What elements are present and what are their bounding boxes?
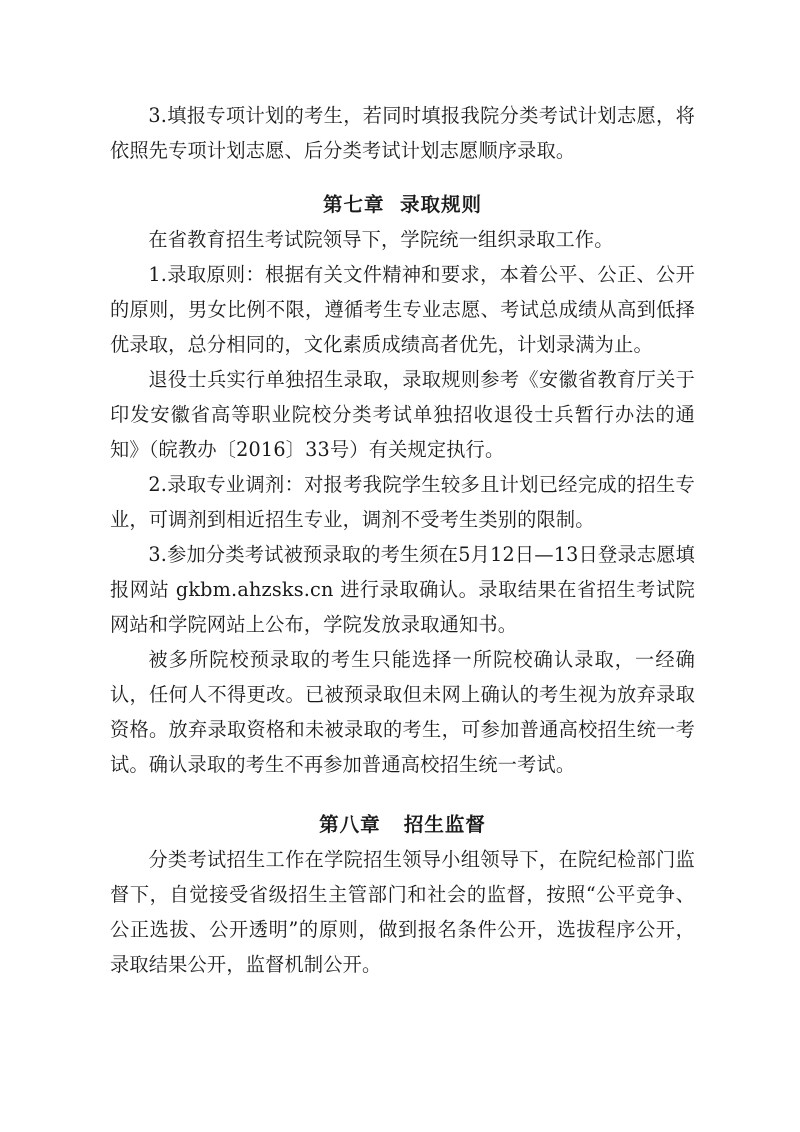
paragraph-admission-confirmation: 3.参加分类考试被预录取的考生须在5月12日—13日登录志愿填报网站 gkbm.ahzsks.cn 进行录取确认。录取结果在省招生考试院网站和学院网站上公布，学院发放录取通知书。: [110, 543, 695, 636]
spacer: [110, 782, 695, 807]
paragraph-admission-intro: 在省教育招生考试院领导下，学院统一组织录取工作。: [148, 228, 614, 251]
paragraph-veterans-admission: 退役士兵实行单独招生录取，录取规则参考《安徽省教育厅关于印发安徽省高等职业院校分类考试单独招收退役士兵暂行办法的通知》（皖教办〔2016〕33号）有关规定执行。: [110, 368, 695, 461]
paragraph-admission-principle: 1.录取原则：根据有关文件精神和要求，本着公平、公正、公开的原则，男女比例不限，遵循考生专业志愿、考试总成绩从高到低择优录取，总分相同的，文化素质成绩高者优先，计划录满为止。: [110, 263, 695, 356]
document-page: [110, 98, 695, 982]
chapter-7-title: 第七章 录取规则: [322, 193, 483, 216]
paragraph-special-plan: 3.填报专项计划的考生，若同时填报我院分类考试计划志愿，将依照先专项计划志愿、后分类考试计划志愿顺序录取。: [110, 104, 695, 162]
paragraph-supervision: 分类考试招生工作在学院招生领导小组领导下，在院纪检部门监督下，自觉接受省级招生主管部门和社会的监督，按照“公平竞争、公正选拔、公开透明”的原则，做到报名条件公开，选拔程序公开，录取结果公开，监督机制公开。: [110, 848, 695, 976]
chapter-8-title: 第八章 招生监督: [319, 813, 486, 836]
paragraph-multiple-offers: 被多所院校预录取的考生只能选择一所院校确认录取，一经确认，任何人不得更改。已被预录取但未网上确认的考生视为放弃录取资格。放弃录取资格和未被录取的考生，可参加普通高校招生统一考试。确认录取的考生不再参加普通高校招生统一考试。: [110, 648, 695, 776]
spacer: [110, 168, 695, 187]
paragraph-major-adjustment: 2.录取专业调剂：对报考我院学生较多且计划已经完成的招生专业，可调剂到相近招生专业，调剂不受考生类别的限制。: [110, 473, 695, 531]
